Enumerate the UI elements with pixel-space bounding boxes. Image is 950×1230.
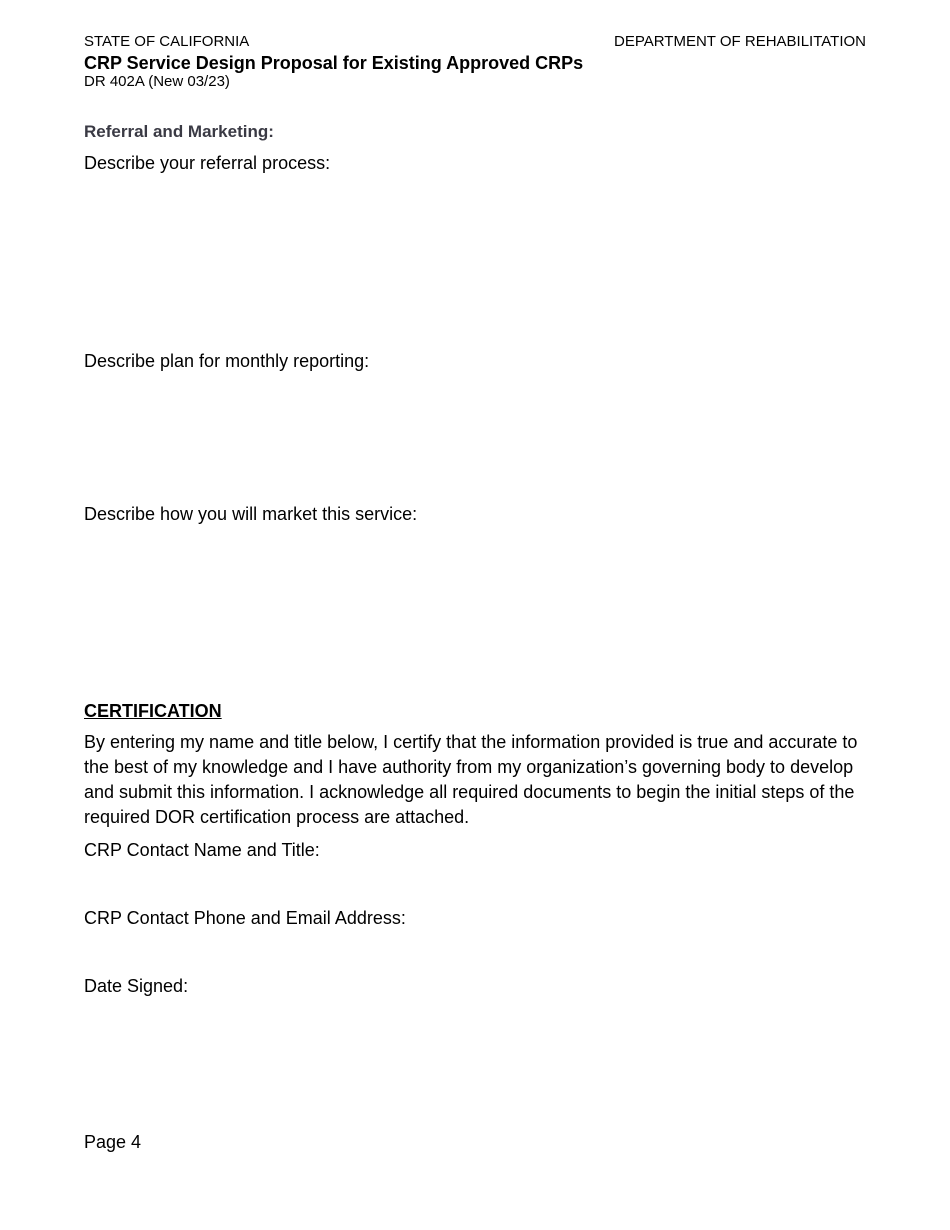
marketing-label: Describe how you will market this service: <box>84 504 418 524</box>
monthly-reporting-label: Describe plan for monthly reporting: <box>84 351 370 371</box>
contact-phone-email-label: CRP Contact Phone and Email Address: <box>84 908 406 928</box>
certification-heading: CERTIFICATION <box>84 701 222 721</box>
contact-phone-email-field[interactable] <box>84 932 866 972</box>
page-number: Page 4 <box>84 1132 142 1152</box>
referral-process-label: Describe your referral process: <box>84 153 331 173</box>
date-signed-field[interactable] <box>84 1000 866 1040</box>
form-number: DR 402A (New 03/23) <box>84 73 230 90</box>
contact-name-field[interactable] <box>84 864 866 904</box>
department-label: DEPARTMENT OF REHABILITATION <box>614 33 866 50</box>
date-signed-label: Date Signed: <box>84 976 189 996</box>
marketing-field[interactable] <box>84 529 866 689</box>
contact-name-label: CRP Contact Name and Title: <box>84 840 320 860</box>
certification-statement: By entering my name and title below, I certify that the information provided is true and accurate to the best of my knowledge and I have authority from my organization’s governing body to develop and submit this information. I acknowledge all required documents to begin the initial steps of the required DOR certification process are attached. <box>84 732 858 827</box>
referral-marketing-heading: Referral and Marketing: <box>84 122 274 141</box>
state-label: STATE OF CALIFORNIA <box>84 33 250 50</box>
monthly-reporting-field[interactable] <box>84 376 866 491</box>
form-title: CRP Service Design Proposal for Existing Approved CRPs <box>84 53 584 73</box>
referral-process-field[interactable] <box>84 178 866 338</box>
